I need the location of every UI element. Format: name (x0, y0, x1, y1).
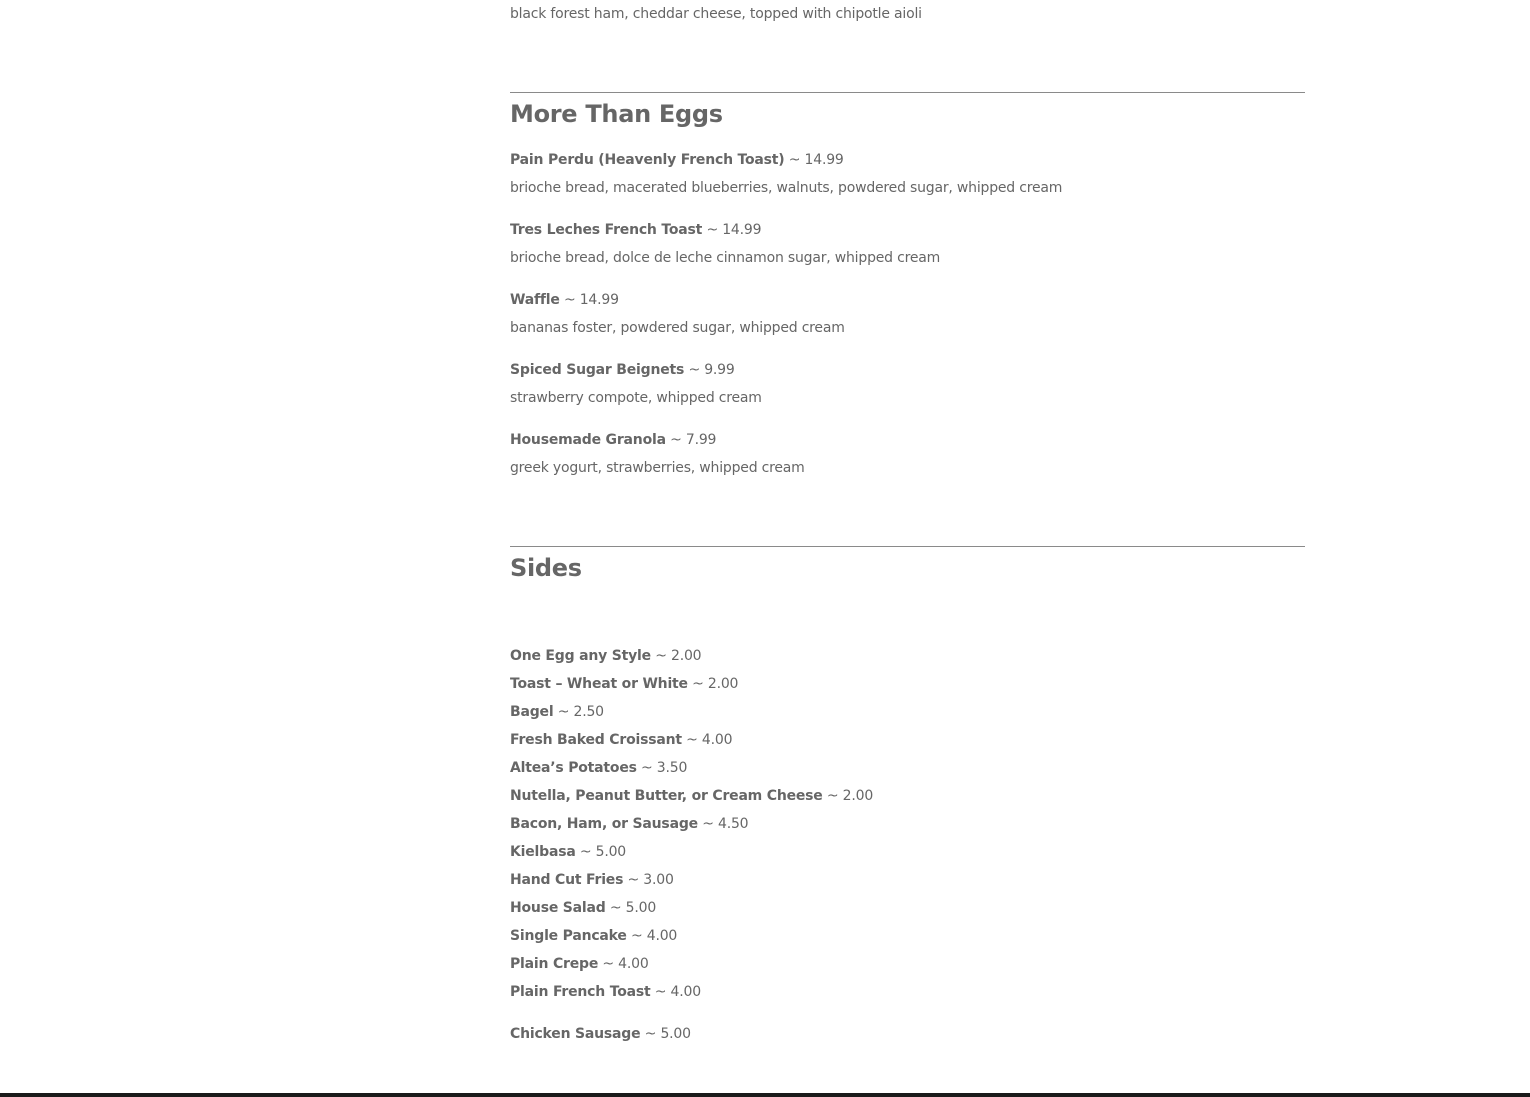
section-title-more-than-eggs: More Than Eggs (510, 100, 723, 128)
menu-item-price: ~ 14.99 (788, 152, 844, 168)
side-item-price: ~ 5.00 (579, 844, 627, 860)
side-item (510, 646, 701, 666)
menu-item-price: ~ 14.99 (563, 292, 619, 308)
menu-item-name: Waffle (510, 292, 560, 308)
menu-item-price: ~ 7.99 (670, 432, 717, 448)
menu-item-name: Pain Perdu (Heavenly French Toast) (510, 152, 785, 168)
side-item-name: Nutella, Peanut Butter, or Cream Cheese (510, 788, 823, 804)
side-item-price: ~ 3.00 (627, 872, 674, 888)
side-item-price: ~ 4.00 (686, 732, 733, 748)
side-item-price: ~ 3.50 (641, 760, 688, 776)
side-item-name: Plain Crepe (510, 956, 599, 972)
side-item (510, 954, 649, 974)
side-item-name: Plain French Toast (510, 984, 651, 1000)
side-item-price: ~ 2.00 (826, 788, 874, 804)
menu-item-description: brioche bread, dolce de leche cinnamon sugar, whipped cream (510, 250, 941, 266)
menu-item (510, 430, 716, 450)
menu-item (510, 360, 735, 380)
menu-item-description: strawberry compote, whipped cream (510, 390, 762, 406)
side-item (510, 702, 604, 722)
side-item (510, 842, 626, 862)
side-item (510, 730, 732, 750)
menu-item-name: Housemade Granola (510, 432, 666, 448)
menu-item-description: brioche bread, macerated blueberries, walnuts, powdered sugar, whipped cream (510, 180, 1063, 196)
side-item-name: Single Pancake (510, 928, 627, 944)
side-item-name: Kielbasa (510, 844, 576, 860)
side-item (510, 926, 677, 946)
menu-item-description: bananas foster, powdered sugar, whipped cream (510, 320, 845, 336)
side-item (510, 1024, 691, 1044)
side-item-price: ~ 2.00 (655, 648, 702, 664)
side-item-name: Bacon, Ham, or Sausage (510, 816, 698, 832)
side-item-name: Altea’s Potatoes (510, 760, 637, 776)
menu-item (510, 150, 844, 170)
side-item-price: ~ 5.00 (644, 1026, 691, 1042)
menu-item-description: black forest ham, cheddar cheese, topped with chipotle aioli (510, 6, 922, 22)
section-divider (510, 92, 1305, 93)
side-item-name: Toast – Wheat or White (510, 676, 688, 692)
side-item-name: Hand Cut Fries (510, 872, 624, 888)
footer-bar (0, 1093, 1530, 1097)
side-item-price: ~ 4.50 (702, 816, 749, 832)
side-item (510, 758, 687, 778)
side-item-price: ~ 4.00 (654, 984, 701, 1000)
side-item-name: One Egg any Style (510, 648, 651, 664)
side-item-price: ~ 5.00 (609, 900, 657, 916)
section-title-sides: Sides (510, 554, 582, 582)
side-item (510, 814, 748, 834)
side-item-name: Chicken Sausage (510, 1026, 641, 1042)
side-item (510, 870, 674, 890)
side-item (510, 786, 873, 806)
side-item-name: House Salad (510, 900, 606, 916)
menu-item (510, 220, 761, 240)
side-item (510, 982, 701, 1002)
menu-item-price: ~ 14.99 (706, 222, 762, 238)
menu-item-description: greek yogurt, strawberries, whipped cream (510, 460, 805, 476)
menu-item (510, 290, 619, 310)
side-item-price: ~ 4.00 (630, 928, 678, 944)
side-item-price: ~ 4.00 (602, 956, 649, 972)
side-item (510, 898, 656, 918)
side-item-name: Bagel (510, 704, 554, 720)
menu-item-name: Spiced Sugar Beignets (510, 362, 685, 378)
section-divider (510, 546, 1305, 547)
side-item-name: Fresh Baked Croissant (510, 732, 682, 748)
menu-item-name: Tres Leches French Toast (510, 222, 703, 238)
menu-item-price: ~ 9.99 (688, 362, 735, 378)
side-item-price: ~ 2.00 (692, 676, 739, 692)
side-item (510, 674, 738, 694)
side-item-price: ~ 2.50 (557, 704, 604, 720)
